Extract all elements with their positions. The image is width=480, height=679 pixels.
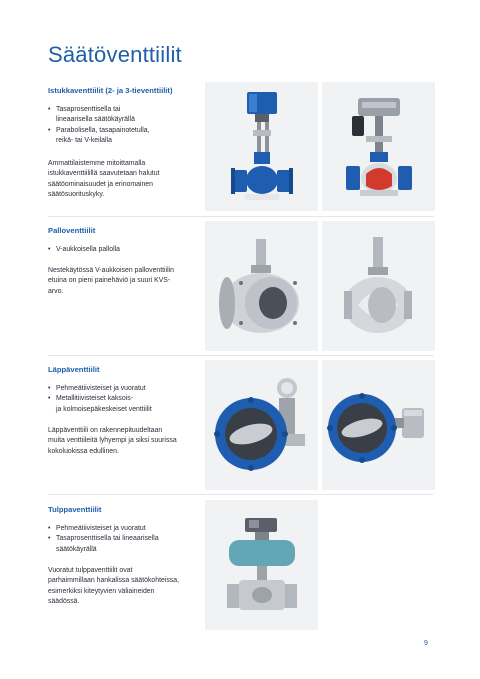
section-heading: Istukkaventtiilit (2- ja 3-tieventtiilit) xyxy=(48,86,173,95)
bullet-list xyxy=(48,105,194,147)
bullet-item: • Parabolisella, tasapainotetulla, reikä- tai V-keilalla xyxy=(48,126,194,147)
bullet-item: • Tasaprosenttisella tai lineaarisella säätökäyrällä xyxy=(48,105,194,126)
section-divider xyxy=(48,216,434,217)
bullet-item: • V-aukkoisella pallolla xyxy=(48,245,194,255)
globe-valve-image xyxy=(205,82,318,211)
plug-valve-image xyxy=(205,500,318,630)
butterfly-valve-positioner-image xyxy=(205,360,318,490)
section-paragraph: Ammattilaistemme mitoittamalla istukkaventtiilillä saavutetaan halutut säätöominaisuudet ja erinomainen säätösuorituskyky. xyxy=(48,160,160,199)
bullet-item: • Metallitiivisteiset kaksois- ja kolmoisepäkeskeiset venttiilit xyxy=(48,394,208,415)
section-heading: Palloventtiilit xyxy=(48,226,96,235)
section-divider xyxy=(48,494,434,495)
section-paragraph: Nestekäytössä V-aukkoisen palloventtiilin etuina on pieni painehäviö ja suuri KVS- arvo. xyxy=(48,267,175,295)
bullet-item: • Pehmeätiivisteiset ja vuoratut xyxy=(48,384,208,394)
section-heading: Läppäventtiilit xyxy=(48,365,100,374)
bullet-list xyxy=(48,245,194,255)
butterfly-valve-actuator-image xyxy=(322,360,435,490)
bullet-item: • Tasaprosenttisella tai lineaarisella säätökäyrällä xyxy=(48,534,208,555)
bullet-item: • Pehmeätiivisteiset ja vuoratut xyxy=(48,524,208,534)
bullet-list xyxy=(48,384,208,415)
ball-valve-cutaway-image xyxy=(322,221,435,351)
page-number: 9 xyxy=(424,640,428,647)
ball-valve-image xyxy=(205,221,318,351)
page-title: Säätöventtiilit xyxy=(48,42,182,67)
globe-valve-cutaway-image xyxy=(322,82,435,211)
section-heading: Tulppaventtiilit xyxy=(48,505,102,514)
section-paragraph: Vuoratut tulppaventtiilit ovat parhaimmillaan hankalissa säätökohteissa, esimerkiksi kiteytyvien väliaineiden säädössä. xyxy=(48,567,179,606)
section-divider xyxy=(48,355,434,356)
section-paragraph: Läppäventtiili on rakennepituudeltaan muita venttiileitä lyhyempi ja siksi suurissa kokoluokissa edullinen. xyxy=(48,427,177,455)
bullet-list xyxy=(48,524,208,555)
